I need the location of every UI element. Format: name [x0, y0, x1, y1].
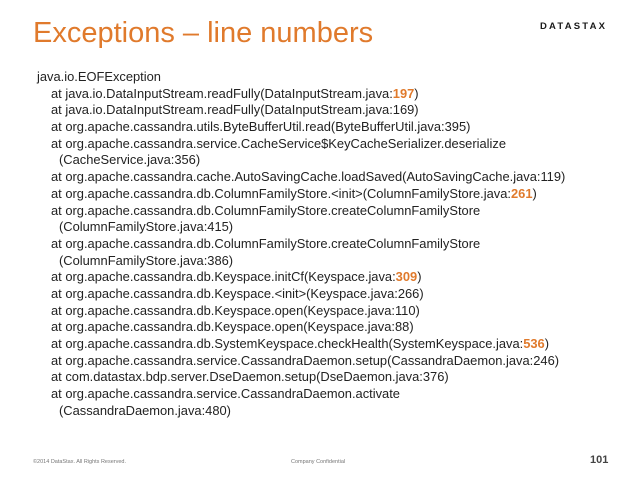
highlighted-line-number: 261	[510, 185, 533, 201]
stack-trace-line	[37, 86, 565, 103]
stack-trace	[37, 69, 565, 419]
stack-trace-text: at org.apache.cassandra.db.ColumnFamilyStore.<init>(ColumnFamilyStore.java:	[51, 185, 511, 201]
stack-trace-line	[37, 203, 565, 220]
stack-trace-line	[37, 236, 565, 253]
stack-trace-text: at org.apache.cassandra.service.CassandraDaemon.activate	[51, 386, 400, 402]
stack-trace-line	[37, 136, 565, 153]
stack-trace-text: at java.io.DataInputStream.readFully(DataInputStream.java:169)	[51, 102, 419, 118]
stack-trace-text: at com.datastax.bdp.server.DseDaemon.setup(DseDaemon.java:376)	[51, 369, 449, 385]
stack-trace-text: at org.apache.cassandra.db.ColumnFamilyStore.createColumnFamilyStore	[51, 235, 481, 251]
stack-trace-text: (CassandraDaemon.java:480)	[59, 402, 231, 418]
stack-trace-text: at org.apache.cassandra.utils.ByteBufferUtil.read(ByteBufferUtil.java:395)	[51, 119, 471, 135]
stack-trace-text: )	[544, 336, 550, 351]
slide-title: Exceptions – line numbers	[33, 17, 374, 49]
stack-trace-line	[37, 69, 565, 86]
stack-trace-text: at org.apache.cassandra.cache.AutoSavingCache.loadSaved(AutoSavingCache.java:119)	[51, 169, 566, 185]
stack-trace-text: )	[414, 85, 419, 101]
stack-trace-text: at java.io.DataInputStream.readFully(DataInputStream.java:	[51, 85, 393, 101]
highlighted-line-number: 536	[523, 336, 545, 351]
stack-trace-line	[37, 186, 565, 203]
stack-trace-text: at org.apache.cassandra.db.ColumnFamilyStore.createColumnFamilyStore	[51, 202, 481, 218]
stack-trace-text: at org.apache.cassandra.db.SystemKeyspace.checkHealth(SystemKeyspace.java:	[51, 336, 524, 351]
stack-trace-text: )	[417, 269, 422, 285]
stack-trace-line	[37, 102, 565, 119]
stack-trace-line	[37, 369, 565, 386]
stack-trace-line	[37, 253, 565, 270]
stack-trace-line	[37, 169, 565, 186]
page-number: 101	[590, 454, 609, 466]
stack-trace-line	[37, 269, 565, 286]
stack-trace-line	[37, 286, 565, 303]
stack-trace-text: at org.apache.cassandra.db.Keyspace.initCf(Keyspace.java:	[51, 269, 396, 285]
stack-trace-line	[37, 152, 565, 169]
logo-text: DATASTAX	[540, 20, 608, 32]
stack-trace-text: at org.apache.cassandra.db.Keyspace.open(Keyspace.java:110)	[51, 302, 420, 318]
highlighted-line-number: 309	[395, 269, 418, 285]
footer-copyright: ©2014 DataStax. All Rights Reserved.	[33, 459, 127, 465]
stack-trace-text: java.io.EOFException	[37, 69, 161, 84]
stack-trace-text: )	[532, 185, 537, 201]
stack-trace-text: (CacheService.java:356)	[59, 152, 201, 168]
stack-trace-text: at org.apache.cassandra.db.Keyspace.<init>(Keyspace.java:266)	[51, 285, 424, 301]
stack-trace-line	[37, 336, 565, 353]
stack-trace-text: (ColumnFamilyStore.java:415)	[59, 219, 234, 235]
stack-trace-line	[37, 353, 565, 370]
stack-trace-line	[37, 219, 565, 236]
stack-trace-line	[37, 386, 565, 403]
stack-trace-line	[37, 403, 565, 420]
stack-trace-line	[37, 319, 565, 336]
highlighted-line-number: 197	[392, 85, 415, 101]
stack-trace-line	[37, 119, 565, 136]
stack-trace-text: at org.apache.cassandra.service.CassandraDaemon.setup(CassandraDaemon.java:246)	[51, 352, 560, 368]
stack-trace-text: at org.apache.cassandra.db.Keyspace.open(Keyspace.java:88)	[51, 319, 414, 335]
footer-confidential: Company Confidential	[291, 459, 346, 465]
stack-trace-line	[37, 303, 565, 320]
stack-trace-text: (ColumnFamilyStore.java:386)	[59, 252, 234, 268]
stack-trace-text: at org.apache.cassandra.service.CacheService$KeyCacheSerializer.deserialize	[51, 135, 506, 151]
datastax-logo	[540, 18, 630, 34]
